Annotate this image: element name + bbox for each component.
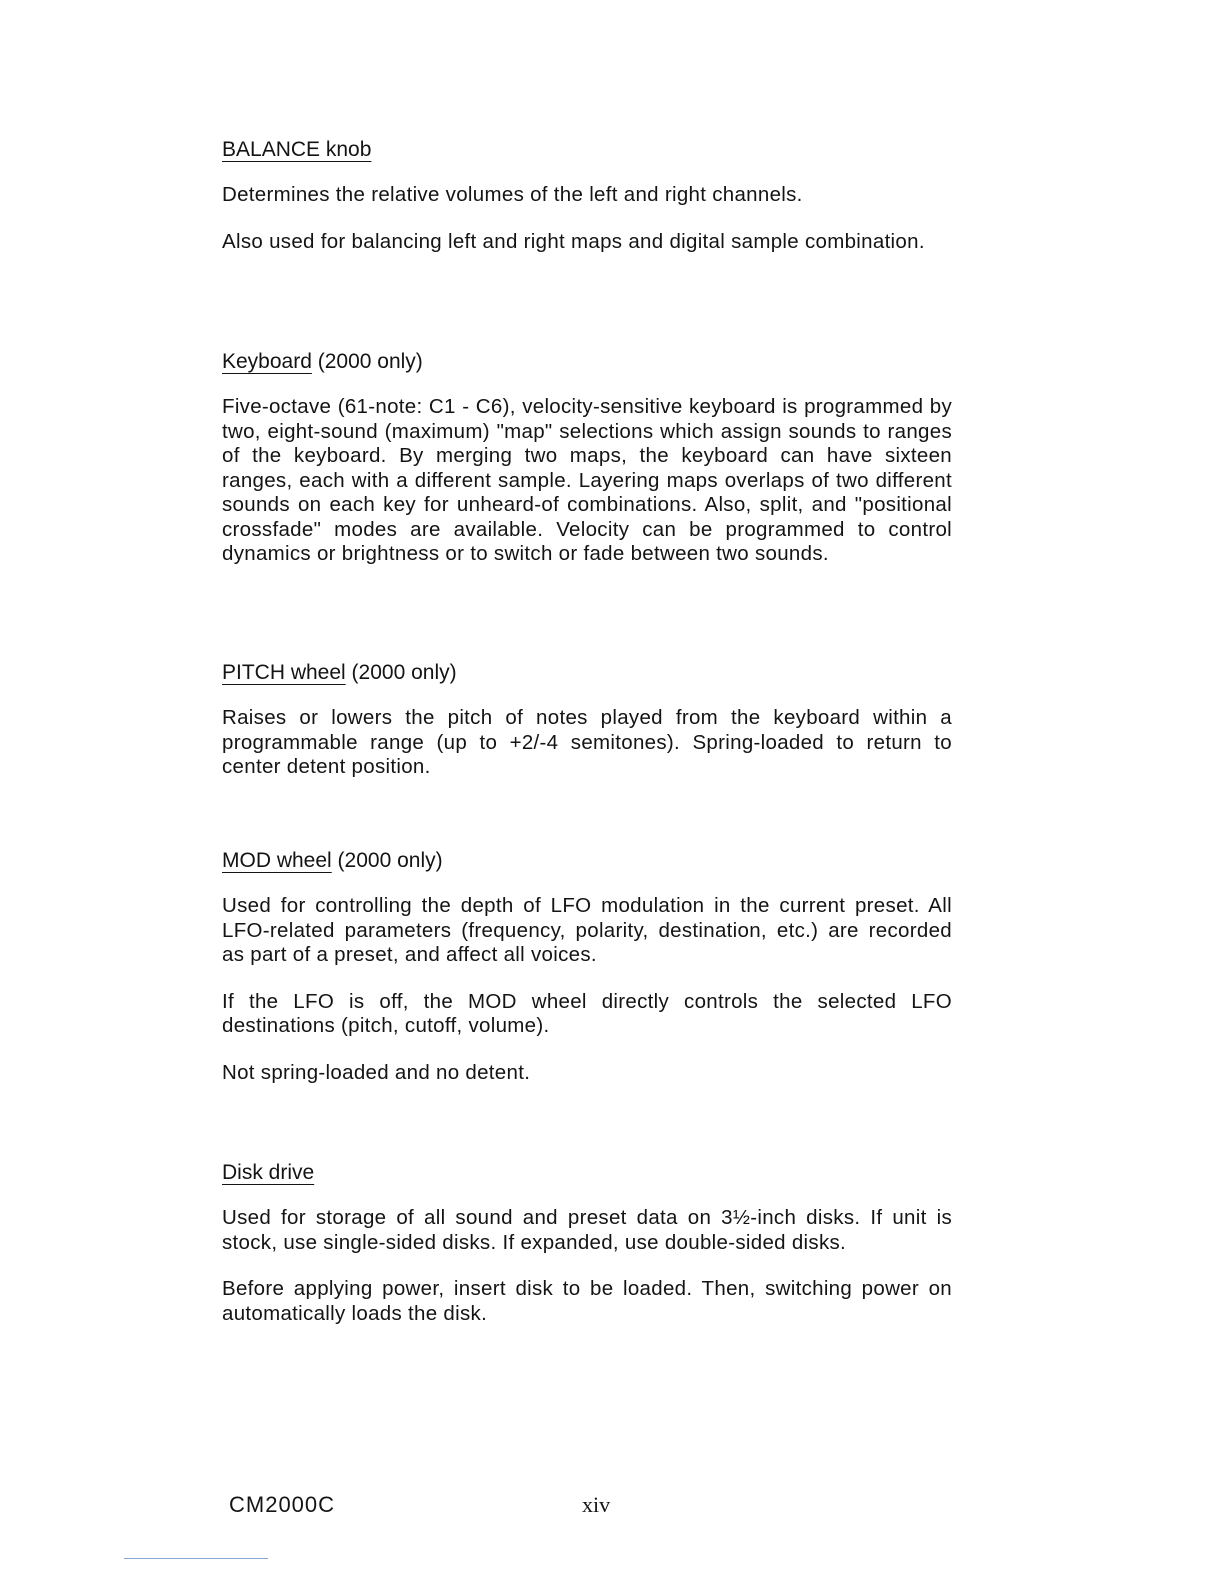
section-keyboard — [222, 348, 952, 589]
section-mod-wheel — [222, 847, 952, 1107]
section-heading — [222, 659, 952, 687]
bottom-divider — [124, 1558, 268, 1559]
section-title: MOD wheel — [222, 849, 332, 872]
section-pitch-wheel — [222, 659, 952, 802]
footer-page-number: xiv — [582, 1492, 611, 1517]
section-heading — [222, 348, 952, 376]
paragraph: Raises or lowers the pitch of notes played from the keyboard within a programmable range (up to +2/-4 semitones). Spring-loaded to return to center detent position. — [222, 706, 952, 778]
section-balance-knob — [222, 136, 952, 276]
section-suffix: (2000 only) — [345, 661, 457, 684]
section-heading — [222, 136, 952, 164]
paragraph: Used for controlling the depth of LFO modulation in the current preset. All LFO-related parameters (frequency, polarity, destination, etc.) are recorded as part of a preset, and affect all voices. — [222, 894, 952, 966]
section-suffix: (2000 only) — [331, 849, 443, 872]
section-title: Disk drive — [222, 1161, 315, 1184]
section-heading — [222, 847, 952, 875]
section-title: Keyboard — [222, 350, 312, 373]
paragraph: Determines the relative volumes of the left and right channels. — [222, 183, 803, 206]
paragraph: If the LFO is off, the MOD wheel directly controls the selected LFO destinations (pitch, cutoff, volume). — [222, 989, 952, 1037]
section-disk-drive — [222, 1159, 952, 1348]
footer-document-code: CM2000C — [229, 1492, 336, 1517]
section-title: BALANCE knob — [222, 138, 372, 161]
section-heading — [222, 1159, 952, 1187]
paragraph: Also used for balancing left and right maps and digital sample combination. — [222, 229, 925, 253]
paragraph: Before applying power, insert disk to be loaded. Then, switching power on automatically loads the disk. — [222, 1277, 952, 1325]
paragraph: Used for storage of all sound and preset data on 3½-inch disks. If unit is stock, use single-sided disks. If expanded, use double-sided disks. — [222, 1206, 952, 1254]
section-suffix: (2000 only) — [311, 350, 423, 373]
section-title: PITCH wheel — [222, 661, 346, 684]
paragraph: Five-octave (61-note: C1 - C6), velocity-sensitive keyboard is programmed by two, eight-sound (maximum) "map" selections which assign sounds to ranges of the keyboard. By merging two maps, the keyboard can have sixteen ranges, each with a different sample. Layering maps overlaps of two different sounds on each key for unheard-of combinations. Also, split, and "positional crossfade" modes are available. Velocity can be programmed to control dynamics or brightness or to switch or fade between two sounds. — [222, 395, 952, 565]
paragraph: Not spring-loaded and no detent. — [222, 1060, 531, 1084]
